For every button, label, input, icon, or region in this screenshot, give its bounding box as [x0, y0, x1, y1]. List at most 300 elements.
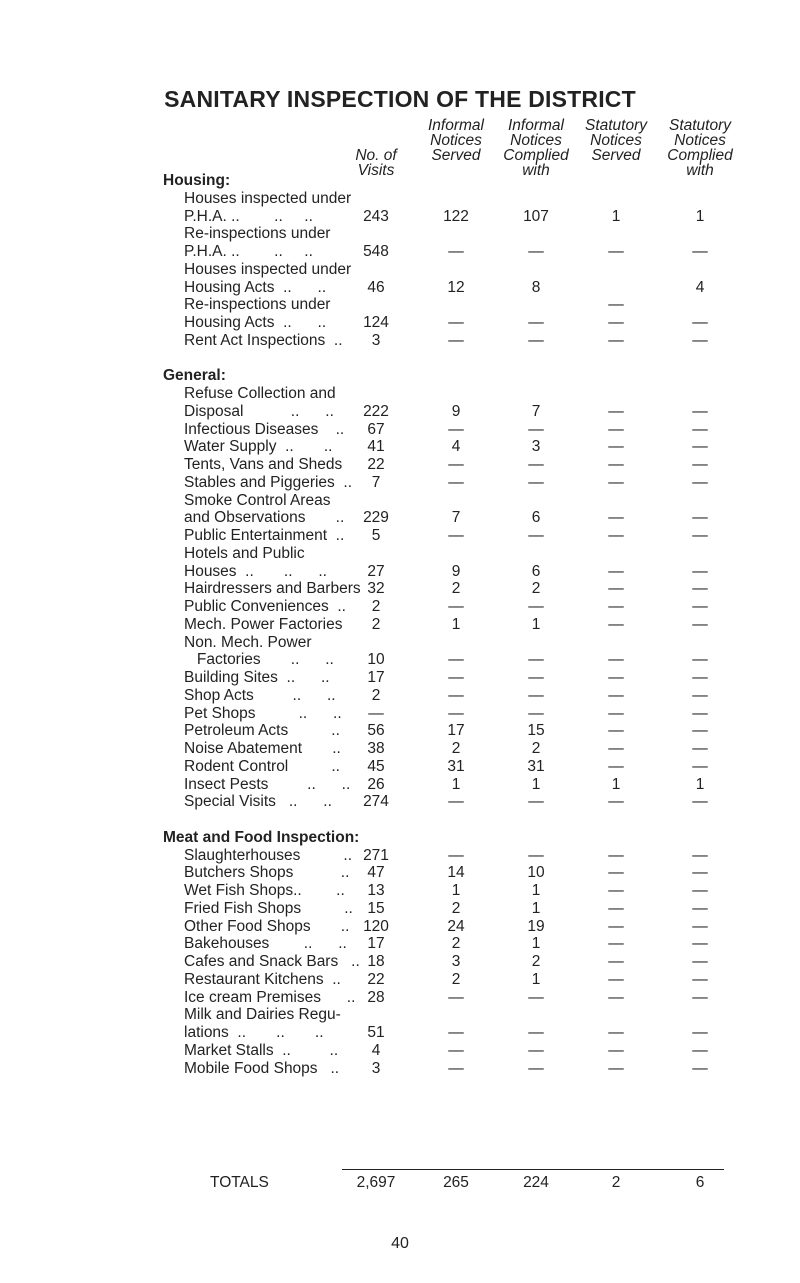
table-cell: —: [692, 598, 708, 615]
table-cell: 9: [451, 562, 461, 580]
table-row: [0, 296, 800, 314]
row-label: Petroleum Acts ..: [184, 722, 340, 740]
table-cell: 28: [367, 988, 385, 1006]
table-cell: 3: [371, 331, 381, 349]
table-cell: —: [692, 793, 708, 811]
table-cell: —: [608, 686, 624, 704]
table-cell: —: [692, 438, 708, 456]
table-cell: —: [448, 1041, 464, 1059]
table-cell: 38: [367, 740, 385, 757]
table-row: [0, 598, 800, 616]
table-cell: —: [692, 917, 708, 935]
row-label: Housing Acts .. ..: [184, 278, 327, 296]
table-cell: 14: [447, 864, 465, 882]
row-label: Pet Shops .. ..: [184, 704, 342, 722]
table-row: [0, 421, 800, 439]
table-cell: —: [528, 704, 544, 722]
table-row: [0, 225, 800, 243]
table-cell: —: [608, 935, 624, 953]
row-label: Non. Mech. Power: [184, 633, 312, 651]
section-heading: Meat and Food Inspection:: [163, 828, 360, 846]
table-cell: —: [528, 456, 544, 473]
table-cell: 1: [531, 935, 541, 953]
table-cell: —: [692, 953, 708, 970]
table-cell: —: [608, 970, 624, 988]
row-label: P.H.A. .. .. ..: [184, 243, 313, 260]
totals-values: [0, 1174, 800, 1192]
table-cell: —: [692, 970, 708, 988]
totals-cell: 265: [443, 1174, 469, 1191]
table-cell: —: [692, 757, 708, 775]
table-cell: —: [528, 1059, 544, 1077]
table-cell: —: [608, 899, 624, 917]
table-cell: —: [528, 793, 544, 811]
table-row: [0, 509, 800, 527]
table-cell: 2: [451, 935, 461, 953]
table-cell: —: [692, 722, 708, 740]
table-cell: 4: [451, 438, 461, 456]
totals-label: TOTALS: [210, 1174, 269, 1191]
row-label: Rent Act Inspections ..: [184, 331, 343, 349]
row-label: Special Visits .. ..: [184, 793, 332, 811]
table-cell: —: [692, 846, 708, 864]
table-cell: 1: [451, 775, 461, 793]
totals-cell: 224: [523, 1174, 549, 1191]
table-cell: —: [448, 314, 464, 331]
row-label: Building Sites .. ..: [184, 669, 330, 686]
table-cell: 1: [531, 899, 541, 917]
row-label: Re-inspections under: [184, 225, 331, 243]
table-cell: 2: [371, 615, 381, 633]
row-label: Bakehouses .. ..: [184, 935, 347, 953]
table-cell: —: [448, 651, 464, 669]
table-row: [0, 740, 800, 758]
column-header: Statutory Notices Served: [584, 117, 648, 164]
table-cell: —: [608, 793, 624, 811]
table-cell: 19: [527, 917, 545, 935]
table-row: [0, 438, 800, 456]
row-label: Other Food Shops ..: [184, 917, 350, 935]
table-cell: 1: [451, 615, 461, 633]
table-cell: —: [448, 243, 464, 260]
table-cell: —: [608, 314, 624, 331]
table-row: [0, 616, 800, 634]
table-cell: —: [528, 243, 544, 260]
table-cell: —: [608, 651, 624, 669]
row-label: Houses inspected under: [184, 189, 352, 207]
table-cell: 3: [451, 953, 461, 970]
table-cell: —: [692, 651, 708, 669]
table-cell: 45: [367, 757, 385, 775]
row-label: Ice cream Premises ..: [184, 988, 356, 1006]
table-cell: —: [692, 331, 708, 349]
table-cell: —: [448, 704, 464, 722]
table-row: [0, 953, 800, 971]
table-cell: 15: [367, 899, 385, 917]
table-cell: —: [448, 846, 464, 864]
table-row: [0, 971, 800, 989]
table-cell: —: [448, 473, 464, 491]
table-cell: —: [692, 1024, 708, 1041]
table-cell: —: [692, 402, 708, 420]
table-cell: —: [692, 704, 708, 722]
table-row: [0, 705, 800, 723]
table-cell: —: [448, 331, 464, 349]
table-row: [0, 545, 800, 563]
totals-cell: 6: [695, 1174, 705, 1191]
row-label: P.H.A. .. .. ..: [184, 207, 313, 225]
table-cell: 2: [371, 598, 381, 615]
table-row: [0, 208, 800, 226]
table-cell: —: [692, 988, 708, 1006]
page-number: 40: [391, 1235, 409, 1252]
table-cell: —: [692, 1059, 708, 1077]
table-cell: —: [528, 473, 544, 491]
section-heading-row: [0, 367, 800, 385]
table-cell: —: [528, 331, 544, 349]
totals-cell: 2,697: [356, 1174, 396, 1191]
totals-cell: 2: [611, 1174, 621, 1191]
table-row: [0, 793, 800, 811]
table-cell: 2: [451, 740, 461, 757]
row-label: Infectious Diseases ..: [184, 420, 345, 438]
table-cell: —: [608, 615, 624, 633]
table-row: [0, 261, 800, 279]
table-cell: 4: [695, 278, 705, 296]
table-cell: 3: [531, 438, 541, 456]
table-cell: —: [692, 580, 708, 598]
table-cell: 1: [611, 207, 621, 225]
table-cell: —: [528, 846, 544, 864]
table-row: [0, 474, 800, 492]
row-label: Refuse Collection and: [184, 385, 336, 402]
table-cell: 7: [451, 509, 461, 527]
table-cell: 10: [367, 651, 385, 669]
table-cell: —: [608, 402, 624, 420]
table-row: [0, 882, 800, 900]
table-cell: 274: [363, 793, 389, 811]
table-cell: —: [608, 456, 624, 473]
table-row: [0, 935, 800, 953]
table-cell: —: [608, 420, 624, 438]
table-cell: 46: [367, 278, 385, 296]
row-label: Housing Acts .. ..: [184, 314, 327, 331]
column-header: Informal Notices Complied with: [503, 117, 569, 179]
table-row: [0, 687, 800, 705]
table-cell: —: [528, 420, 544, 438]
table-cell: 17: [447, 722, 465, 740]
table-cell: —: [692, 882, 708, 899]
table-cell: 8: [531, 278, 541, 296]
table-cell: —: [528, 1024, 544, 1041]
table-cell: 2: [451, 970, 461, 988]
table-cell: 7: [371, 473, 381, 491]
table-cell: 2: [371, 686, 381, 704]
table-cell: 1: [695, 207, 705, 225]
table-row: [0, 243, 800, 261]
table-cell: 22: [367, 970, 385, 988]
row-label: Stables and Piggeries ..: [184, 473, 353, 491]
row-label: Tents, Vans and Sheds: [184, 456, 343, 473]
page-title: SANITARY INSPECTION OF THE DISTRICT: [164, 86, 636, 112]
table-row: [0, 864, 800, 882]
table-row: [0, 1024, 800, 1042]
table-cell: —: [448, 988, 464, 1006]
row-label: Hairdressers and Barbers: [184, 580, 361, 598]
row-label: Shop Acts .. ..: [184, 686, 336, 704]
table-cell: —: [692, 1041, 708, 1059]
table-row: [0, 1042, 800, 1060]
row-label: Public Entertainment ..: [184, 527, 345, 544]
table-cell: —: [692, 615, 708, 633]
table-cell: —: [608, 988, 624, 1006]
table-cell: —: [692, 740, 708, 757]
row-label: Butchers Shops ..: [184, 864, 350, 882]
table-cell: —: [692, 899, 708, 917]
table-row: [0, 332, 800, 350]
table-cell: —: [608, 1059, 624, 1077]
table-row: [0, 811, 800, 829]
table-cell: —: [608, 669, 624, 686]
row-label: lations .. .. ..: [184, 1024, 324, 1041]
column-header: Statutory Notices Complied with: [667, 117, 733, 179]
table-cell: 2: [531, 740, 541, 757]
row-label: and Observations ..: [184, 509, 345, 527]
table-row: [0, 651, 800, 669]
table-cell: 2: [531, 953, 541, 970]
table-cell: —: [692, 527, 708, 544]
row-label: Mobile Food Shops ..: [184, 1059, 340, 1077]
table-cell: —: [448, 527, 464, 544]
table-cell: 229: [363, 509, 389, 527]
table-row: [0, 722, 800, 740]
row-label: Rodent Control ..: [184, 757, 340, 775]
table-cell: —: [692, 935, 708, 953]
table-cell: —: [692, 243, 708, 260]
table-cell: —: [528, 598, 544, 615]
table-row: [0, 1060, 800, 1078]
table-row: [0, 776, 800, 794]
row-label: Insect Pests .. ..: [184, 775, 351, 793]
row-label: Disposal .. ..: [184, 402, 334, 420]
table-row: [0, 847, 800, 865]
row-label: Re-inspections under: [184, 296, 331, 314]
table-cell: 32: [367, 580, 385, 598]
table-cell: 1: [531, 882, 541, 899]
row-label: Smoke Control Areas: [184, 491, 331, 509]
row-label: Houses inspected under: [184, 260, 352, 278]
table-cell: —: [448, 1059, 464, 1077]
table-cell: 31: [447, 757, 465, 775]
totals-rule: [342, 1169, 724, 1170]
table-row: [0, 190, 800, 208]
table-cell: 107: [523, 207, 549, 225]
table-row: [0, 385, 800, 403]
row-label: Cafes and Snack Bars ..: [184, 953, 360, 970]
table-cell: —: [608, 598, 624, 615]
table-cell: 5: [371, 527, 381, 544]
table-cell: 1: [695, 775, 705, 793]
table-cell: 122: [443, 207, 469, 225]
table-cell: 6: [531, 509, 541, 527]
table-cell: 9: [451, 402, 461, 420]
table-cell: —: [528, 988, 544, 1006]
row-label: Mech. Power Factories: [184, 615, 343, 633]
table-row: [0, 634, 800, 652]
table-cell: 1: [531, 615, 541, 633]
table-cell: 17: [367, 935, 385, 953]
table-cell: 3: [371, 1059, 381, 1077]
table-cell: 1: [451, 882, 461, 899]
table-cell: —: [692, 456, 708, 473]
table-cell: —: [692, 420, 708, 438]
column-header: No. of Visits: [355, 147, 397, 179]
table-cell: 26: [367, 775, 385, 793]
row-label: Wet Fish Shops.. ..: [184, 882, 345, 899]
table-cell: —: [448, 793, 464, 811]
table-cell: 124: [363, 314, 389, 331]
table-cell: —: [608, 1024, 624, 1041]
table-cell: —: [608, 704, 624, 722]
table-cell: —: [608, 882, 624, 899]
table-cell: —: [528, 314, 544, 331]
table-cell: —: [692, 473, 708, 491]
table-cell: 56: [367, 722, 385, 740]
table-cell: —: [692, 314, 708, 331]
table-cell: —: [692, 686, 708, 704]
table-cell: 120: [363, 917, 389, 935]
table-cell: 2: [451, 899, 461, 917]
row-label: Water Supply .. ..: [184, 438, 333, 456]
table-row: [0, 1006, 800, 1024]
section-heading-row: [0, 829, 800, 847]
table-row: [0, 989, 800, 1007]
table-cell: —: [692, 864, 708, 882]
table-cell: —: [608, 473, 624, 491]
row-label: Market Stalls .. ..: [184, 1041, 339, 1059]
table-cell: 548: [363, 243, 389, 260]
table-row: [0, 900, 800, 918]
table-cell: 13: [367, 882, 385, 899]
table-cell: 67: [367, 420, 385, 438]
table-cell: —: [528, 651, 544, 669]
row-label: Houses .. .. ..: [184, 562, 327, 580]
table-cell: —: [608, 917, 624, 935]
table-row: [0, 580, 800, 598]
section-heading: General:: [163, 367, 226, 385]
table-cell: —: [608, 509, 624, 527]
table-row: [0, 403, 800, 421]
table-cell: 243: [363, 207, 389, 225]
table-cell: 1: [531, 775, 541, 793]
table-cell: 22: [367, 456, 385, 473]
section-heading: Housing:: [163, 172, 231, 189]
table-cell: —: [528, 669, 544, 686]
table-cell: —: [608, 331, 624, 349]
table-cell: 6: [531, 562, 541, 580]
table-row: [0, 456, 800, 474]
table-cell: —: [528, 1041, 544, 1059]
table-cell: —: [608, 243, 624, 260]
table-cell: —: [608, 296, 624, 314]
table-row: [0, 492, 800, 510]
table-cell: —: [608, 580, 624, 598]
table-cell: —: [448, 669, 464, 686]
row-label: Restaurant Kitchens ..: [184, 970, 341, 988]
table-cell: 2: [451, 580, 461, 598]
table-cell: —: [528, 527, 544, 544]
table-cell: —: [368, 704, 384, 722]
table-cell: —: [692, 669, 708, 686]
table-cell: —: [608, 527, 624, 544]
row-label: Slaughterhouses ..: [184, 846, 353, 864]
table-cell: —: [448, 1024, 464, 1041]
table-row: [0, 918, 800, 936]
table-cell: —: [528, 686, 544, 704]
table-cell: —: [608, 562, 624, 580]
table-cell: —: [608, 864, 624, 882]
table-cell: —: [608, 740, 624, 757]
row-label: Milk and Dairies Regu-: [184, 1006, 341, 1024]
table-cell: 2: [531, 580, 541, 598]
table-cell: 1: [531, 970, 541, 988]
table-cell: 15: [527, 722, 545, 740]
table-row: [0, 279, 800, 297]
table-cell: 12: [447, 278, 465, 296]
table-cell: 27: [367, 562, 385, 580]
row-label: Noise Abatement ..: [184, 740, 341, 757]
table-cell: —: [448, 456, 464, 473]
table-cell: —: [608, 722, 624, 740]
table-row: [0, 527, 800, 545]
table-cell: 47: [367, 864, 385, 882]
table-cell: 4: [371, 1041, 381, 1059]
table-cell: 222: [363, 402, 389, 420]
row-label: Factories .. ..: [184, 651, 334, 669]
table-cell: —: [448, 420, 464, 438]
table-cell: 41: [367, 438, 385, 456]
table-cell: —: [608, 757, 624, 775]
table-row: [0, 314, 800, 332]
table-cell: 17: [367, 669, 385, 686]
table-row: [0, 758, 800, 776]
table-cell: 31: [527, 757, 545, 775]
table-cell: —: [692, 509, 708, 527]
table-cell: 24: [447, 917, 465, 935]
table-cell: 1: [611, 775, 621, 793]
row-label: Public Conveniences ..: [184, 598, 346, 615]
table-cell: 271: [363, 846, 389, 864]
section-heading-row: [0, 172, 800, 190]
table-row: [0, 350, 800, 368]
table-cell: —: [692, 562, 708, 580]
row-label: Fried Fish Shops ..: [184, 899, 353, 917]
table-cell: 51: [367, 1024, 385, 1041]
table-cell: —: [608, 1041, 624, 1059]
table-row: [0, 669, 800, 687]
table-cell: 10: [527, 864, 545, 882]
table-cell: —: [448, 598, 464, 615]
row-label: Hotels and Public: [184, 544, 305, 562]
column-header: Informal Notices Served: [428, 117, 484, 164]
table-cell: —: [608, 953, 624, 970]
table-cell: 7: [531, 402, 541, 420]
table-cell: —: [448, 686, 464, 704]
table-cell: —: [608, 846, 624, 864]
table-cell: 18: [367, 953, 385, 970]
table-row: [0, 563, 800, 581]
table-cell: —: [608, 438, 624, 456]
